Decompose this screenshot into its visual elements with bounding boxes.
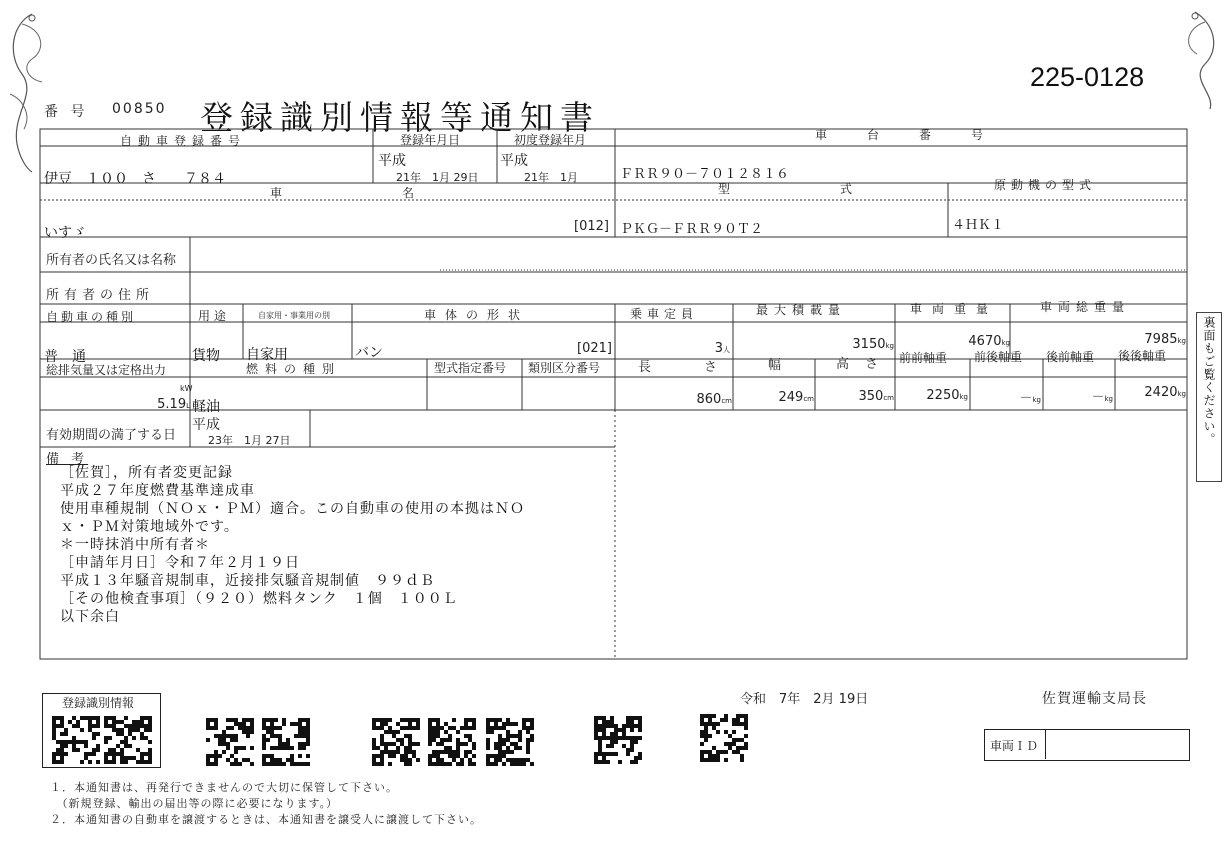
header-model: 型式 [718,182,963,196]
qr-code-icon [428,718,476,766]
header-type-designation: 型式指定番号 [434,361,507,375]
header-use: 用 途 [198,309,226,323]
page-title: 登録識別情報等通知書 [200,98,600,137]
header-displacement: 総排気量又は定格出力 [46,363,167,377]
footer-note-1-sub: （新規登録、輸出の届出等の際に必要になります。） [50,797,339,810]
fr-axle-value: －kg [1019,391,1041,406]
header-chassis-number: 車台番号 [815,128,1024,142]
header-ff-axle: 前前軸重 [899,351,948,365]
displacement-unit: kW [180,384,193,393]
remarks-line: 平成２７年度燃費基準達成車 [60,483,255,499]
qr-code-icon [104,716,152,764]
header-vehicle-name: 車名 [270,186,535,200]
body-shape-value: バン [355,345,383,361]
header-owner-address: 所有者の住所 [46,288,155,303]
width-value: 249cm [778,390,814,405]
use-value: 貨物 [192,348,220,364]
header-rr-axle: 後後軸重 [1118,349,1167,363]
serial-label: 番 号 [44,104,89,120]
header-engine-model: 原動機の型式 [994,178,1097,192]
header-gross-weight: 車両総重量 [1040,300,1131,314]
fuel-value: 軽油 [192,399,220,415]
header-vehicle-weight: 車両重量 [910,302,999,316]
header-height: 高 さ [836,357,885,372]
header-owner-name: 所有者の氏名又は名称 [46,253,177,268]
remarks-line: 平成１３年騒音規制車，近接排気騒音規制値 ９９ｄＢ [60,573,435,589]
side-note: 裏面もご覧ください。 [1202,316,1216,446]
qr-code-icon [52,716,100,764]
header-length: 長 さ [638,360,738,375]
engine-model-value: ４ＨＫ１ [952,218,1005,233]
gross-weight-value: 7985kg [1144,332,1186,347]
expiry-era: 平成 [192,417,220,433]
vehicle-name-value: いすゞ [44,225,86,241]
footer-note-1: １．本通知書は、再発行できませんので大切に保管して下さい。 [50,781,398,794]
vehicle-type-value: 普 通 [44,349,86,365]
header-body-shape: 車体の形状 [424,308,530,322]
first-registration-value: 21年 1月 [524,171,578,184]
qr-code-icon [486,718,534,766]
private-business-value: 自家用 [246,347,288,363]
registration-number-value: 伊豆 １００ さ ７８４ [44,171,226,187]
header-rf-axle: 後前軸重 [1046,350,1095,364]
max-load-value: 3150kg [852,337,894,352]
header-width: 幅 [768,358,782,373]
header-first-registration: 初度登録年月 [514,133,587,147]
header-max-load: 最大積載量 [756,303,847,317]
corner-ornament-left-icon [2,4,62,174]
header-fuel: 燃料の種別 [246,362,342,376]
remarks-line: ＊一時抹消中所有者＊ [60,537,210,553]
vehicle-name-code: [012] [574,219,609,234]
issuer: 佐賀運輸支局長 [1042,691,1147,707]
header-remarks: 備 考 [46,452,89,467]
expiry-date-value: 23年 1月 27日 [208,434,291,447]
document-number: 225-0128 [1030,62,1145,92]
qr-code-icon [262,718,310,766]
body-shape-code: [021] [577,341,612,356]
header-capacity: 乗車定員 [630,307,699,321]
remarks-line: ［その他検査事項］（９２０）燃料タンク １個 １００Ｌ [60,591,458,607]
header-fr-axle: 前後軸重 [974,350,1023,364]
header-private-business: 自家用・事業用の別 [258,311,330,320]
qr-code-icon [206,718,254,766]
qr-code-icon [700,714,748,762]
qr-code-icon [594,716,642,764]
vehicle-id-divider [1045,729,1046,759]
rr-axle-value: 2420kg [1144,385,1186,400]
remarks-line: 使用車種規制（ＮＯｘ・ＰＭ）適合。この自動車の使用の本拠はＮＯ [60,501,525,517]
chassis-number-value: ＦＲＲ９０－７０１２８１６ [620,167,790,182]
remarks-line: ｘ・ＰＭ対策地域外です。 [60,519,239,535]
header-registration-number: 自動車登録番号 [120,134,247,148]
header-vehicle-type: 自動車の種別 [46,310,137,324]
remarks-line: 以下余白 [60,609,120,625]
displacement-value: 5.19L [157,397,190,412]
registration-info-label: 登録識別情報 [62,696,135,710]
header-expiry: 有効期間の満了する日 [46,428,177,443]
first-registration-era: 平成 [500,153,528,169]
remarks-line: ［佐賀］，所有者変更記録 [60,465,233,481]
vehicle-id-label: 車両ＩＤ [990,739,1039,753]
capacity-value: 3人 [714,341,730,356]
header-registration-date: 登録年月日 [400,133,461,147]
registration-era: 平成 [378,153,406,169]
issue-date: 令和 7年 2月 19日 [740,692,869,707]
remarks-line: ［申請年月日］令和７年２月１９日 [60,555,300,571]
model-value: ＰＫＧ－ＦＲＲ９０Ｔ２ [620,222,764,237]
serial-value: 00850 [112,101,167,117]
vehicle-weight-value: 4670kg [968,334,1010,349]
registration-date-value: 21年 1月 29日 [396,171,479,184]
height-value: 350cm [858,389,894,404]
remarks-block [60,464,525,626]
corner-ornament-right-icon [1165,4,1225,114]
length-value: 860cm [696,392,732,407]
footer-note-2: ２．本通知書の自動車を譲渡するときは、本通知書を譲受人に譲渡して下さい。 [50,813,482,826]
rf-axle-value: －kg [1091,390,1113,405]
ff-axle-value: 2250kg [926,388,968,403]
qr-code-icon [372,718,420,766]
header-category-number: 類別区分番号 [528,361,601,375]
